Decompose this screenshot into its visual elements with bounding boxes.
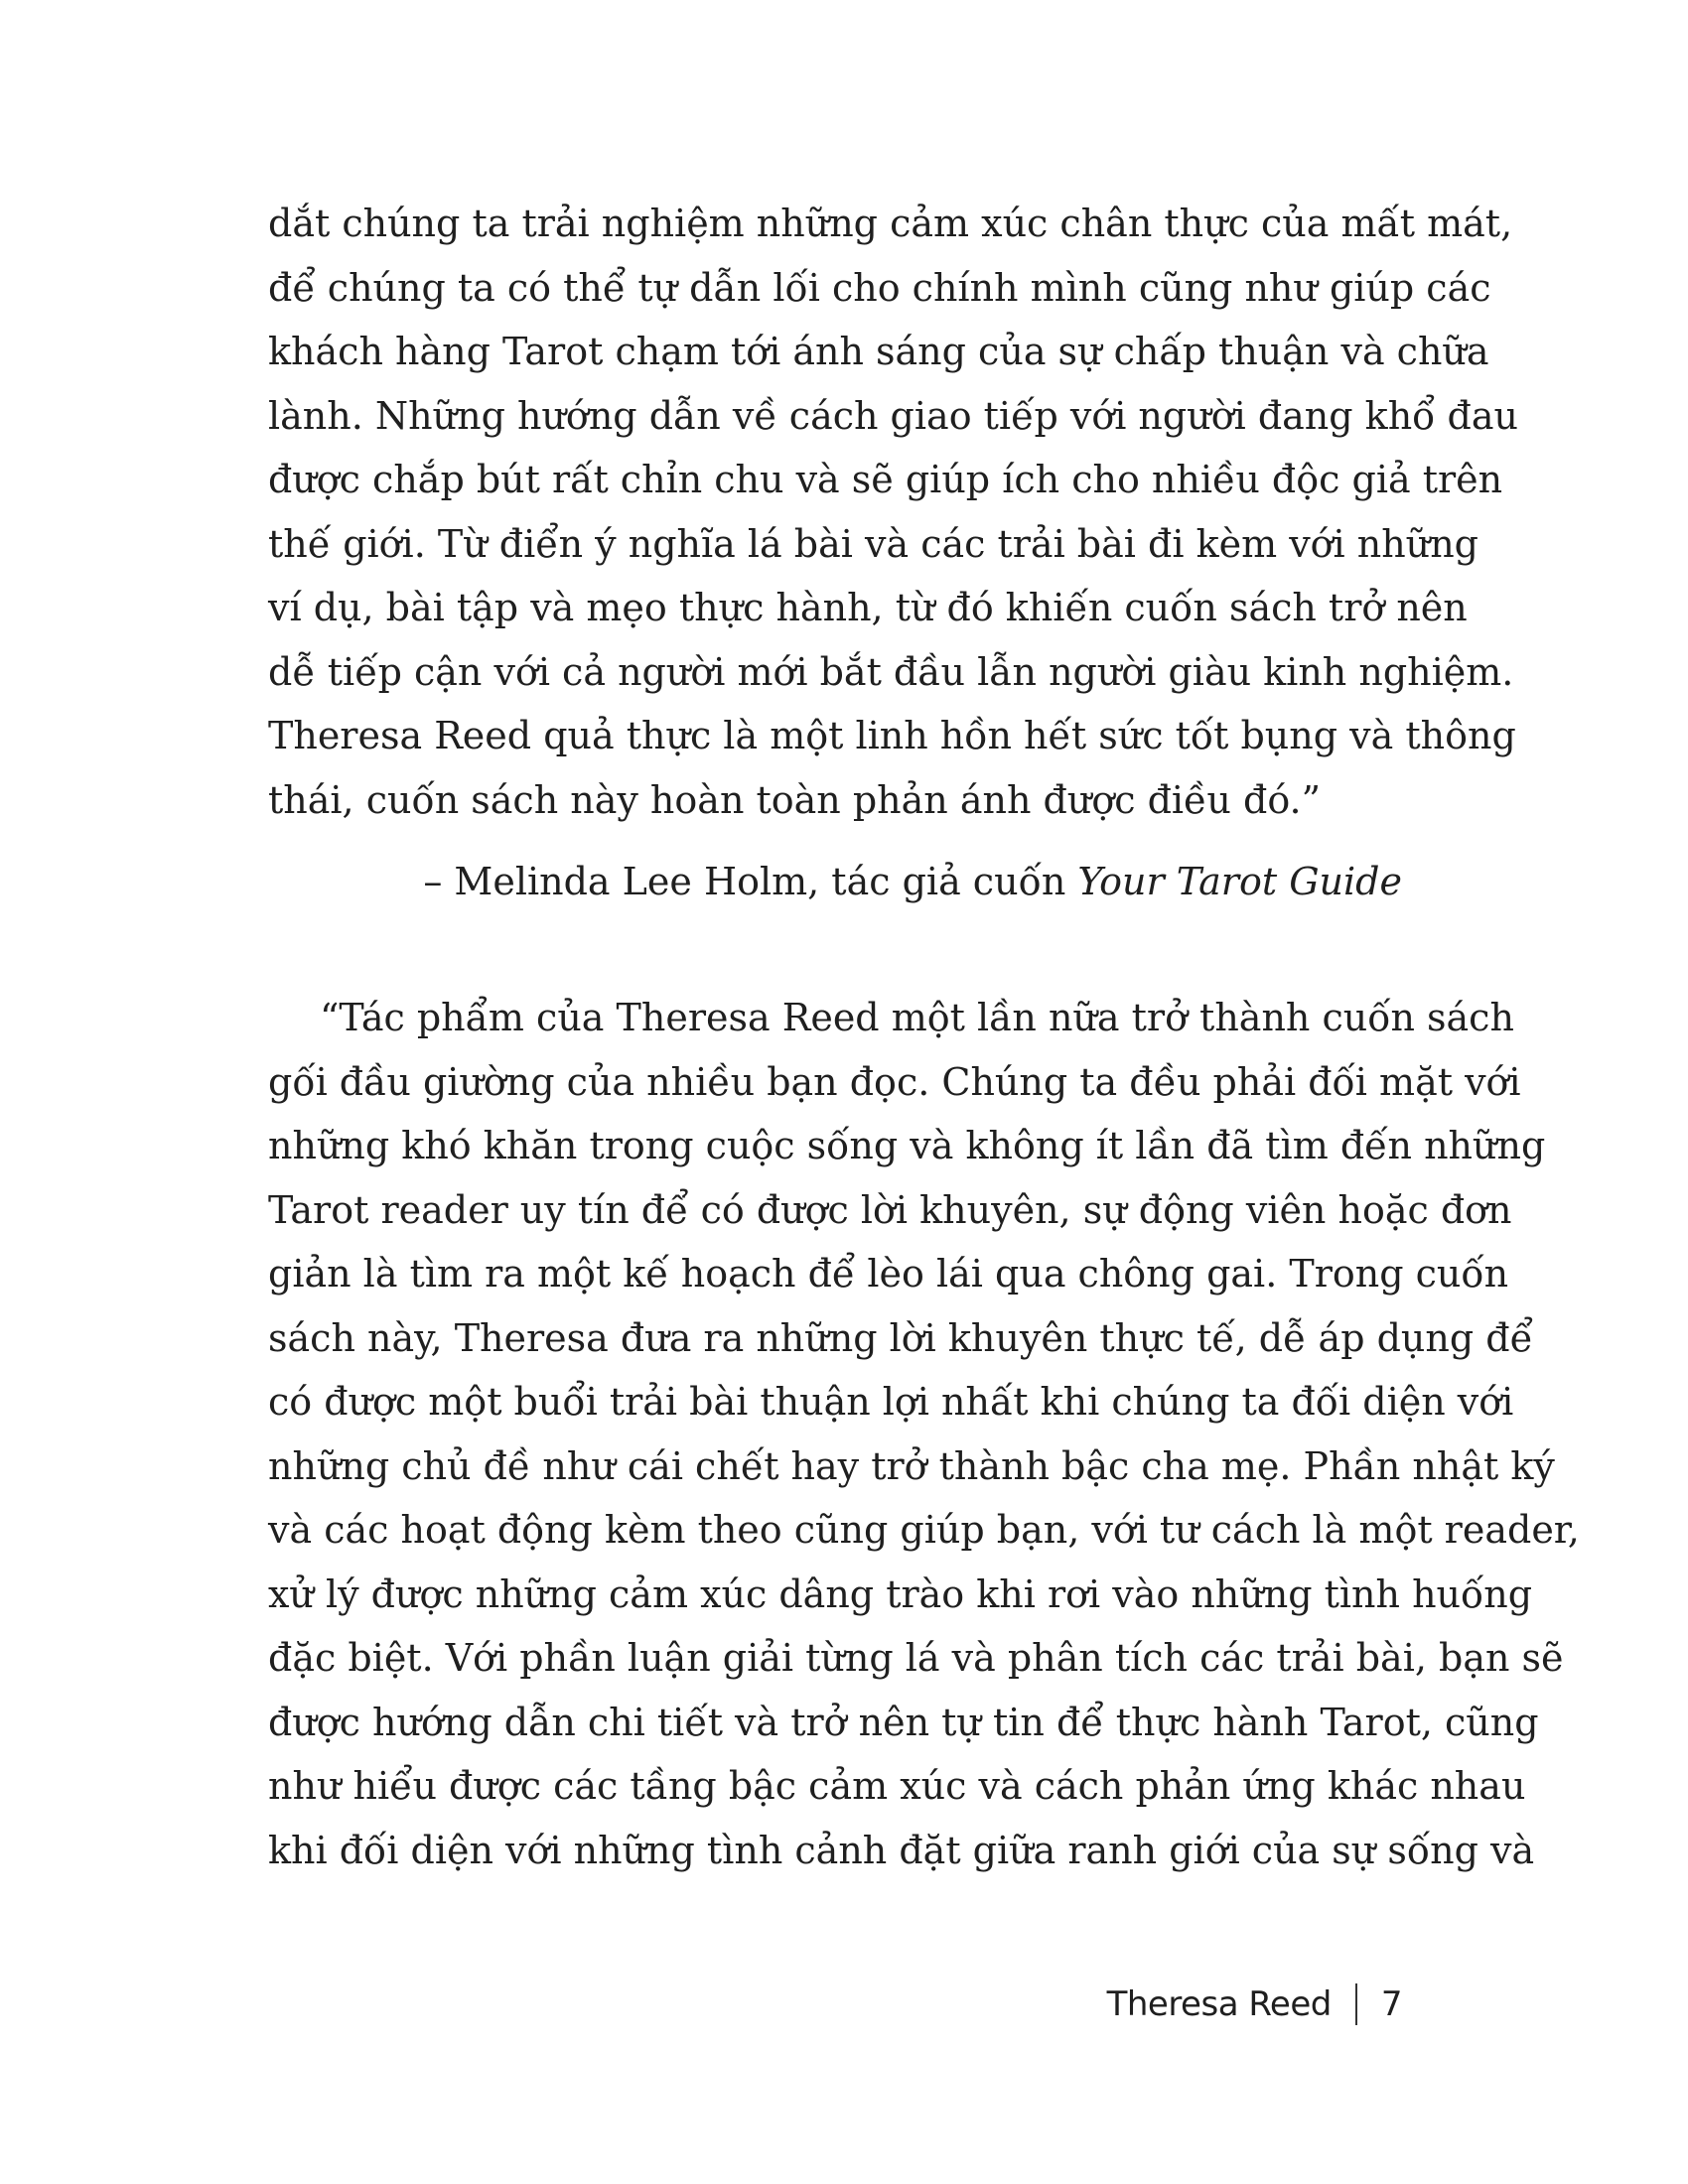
text-line: Tarot reader uy tín để có được lời khuyên, sự động viên hoặc đơn — [268, 1187, 1512, 1232]
page-number: 7 — [1380, 1984, 1402, 2024]
text-line: dễ tiếp cận với cả người mới bắt đầu lẫn người giàu kinh nghiệm. — [268, 649, 1514, 694]
text-line: khách hàng Tarot chạm tới ánh sáng của sự chấp thuận và chữa — [268, 330, 1489, 373]
text-line: những chủ đề như cái chết hay trở thành bậc cha mẹ. Phần nhật ký — [268, 1443, 1555, 1488]
text-line: những khó khăn trong cuộc sống và không ít lần đã tìm đến những — [268, 1124, 1546, 1167]
quote-paragraph-1 — [268, 192, 1518, 832]
text-line: gối đầu giường của nhiều bạn đọc. Chúng ta đều phải đối mặt với — [268, 1059, 1521, 1104]
text-line: dắt chúng ta trải nghiệm những cảm xúc chân thực của mất mát, — [268, 202, 1513, 245]
text-line: như hiểu được các tầng bậc cảm xúc và cách phản ứng khác nhau — [268, 1764, 1526, 1808]
text-line: giản là tìm ra một kế hoạch để lèo lái qua chông gai. Trong cuốn — [268, 1252, 1509, 1296]
text-line: khi đối diện với những tình cảnh đặt giữa ranh giới của sự sống và — [268, 1828, 1535, 1872]
running-footer-author: Theresa Reed — [1106, 1984, 1332, 2024]
text-line: và các hoạt động kèm theo cũng giúp bạn, với tư cách là một reader, — [268, 1508, 1580, 1552]
text-line: thế giới. Từ điển ý nghĩa lá bài và các trải bài đi kèm với những — [268, 521, 1479, 566]
text-line: sách này, Theresa đưa ra những lời khuyên thực tế, dễ áp dụng để — [268, 1315, 1533, 1360]
text-line: Theresa Reed quả thực là một linh hồn hết sức tốt bụng và thông — [268, 714, 1516, 757]
attribution-author: – Melinda Lee Holm, tác giả cuốn — [423, 860, 1078, 903]
text-line: “Tác phẩm của Theresa Reed một lần nữa trở thành cuốn sách — [320, 996, 1514, 1039]
text-line: có được một buổi trải bài thuận lợi nhất khi chúng ta đối diện với — [268, 1380, 1514, 1424]
text-line: thái, cuốn sách này hoàn toàn phản ánh được điều đó.” — [268, 777, 1322, 822]
text-line: lành. Những hướng dẫn về cách giao tiếp với người đang khổ đau — [268, 393, 1518, 438]
text-line: ví dụ, bài tập và mẹo thực hành, từ đó khiến cuốn sách trở nên — [268, 586, 1468, 629]
text-line: để chúng ta có thể tự dẫn lối cho chính mình cũng như giúp các — [268, 265, 1491, 310]
quote-paragraph-2 — [268, 986, 1580, 1882]
attribution-book-title: Your Tarot Guide — [1077, 860, 1402, 903]
text-line: được hướng dẫn chi tiết và trở nên tự tin để thực hành Tarot, cũng — [268, 1700, 1539, 1744]
text-line: xử lý được những cảm xúc dâng trào khi rơi vào những tình huống — [268, 1571, 1533, 1616]
text-line: được chắp bút rất chỉn chu và sẽ giúp ích cho nhiều độc giả trên — [268, 458, 1503, 501]
footer-divider — [1355, 1983, 1357, 2025]
quote-attribution — [423, 850, 1402, 914]
text-line: đặc biệt. Với phần luận giải từng lá và phân tích các trải bài, bạn sẽ — [268, 1636, 1564, 1680]
page-footer — [1107, 1983, 1402, 2025]
